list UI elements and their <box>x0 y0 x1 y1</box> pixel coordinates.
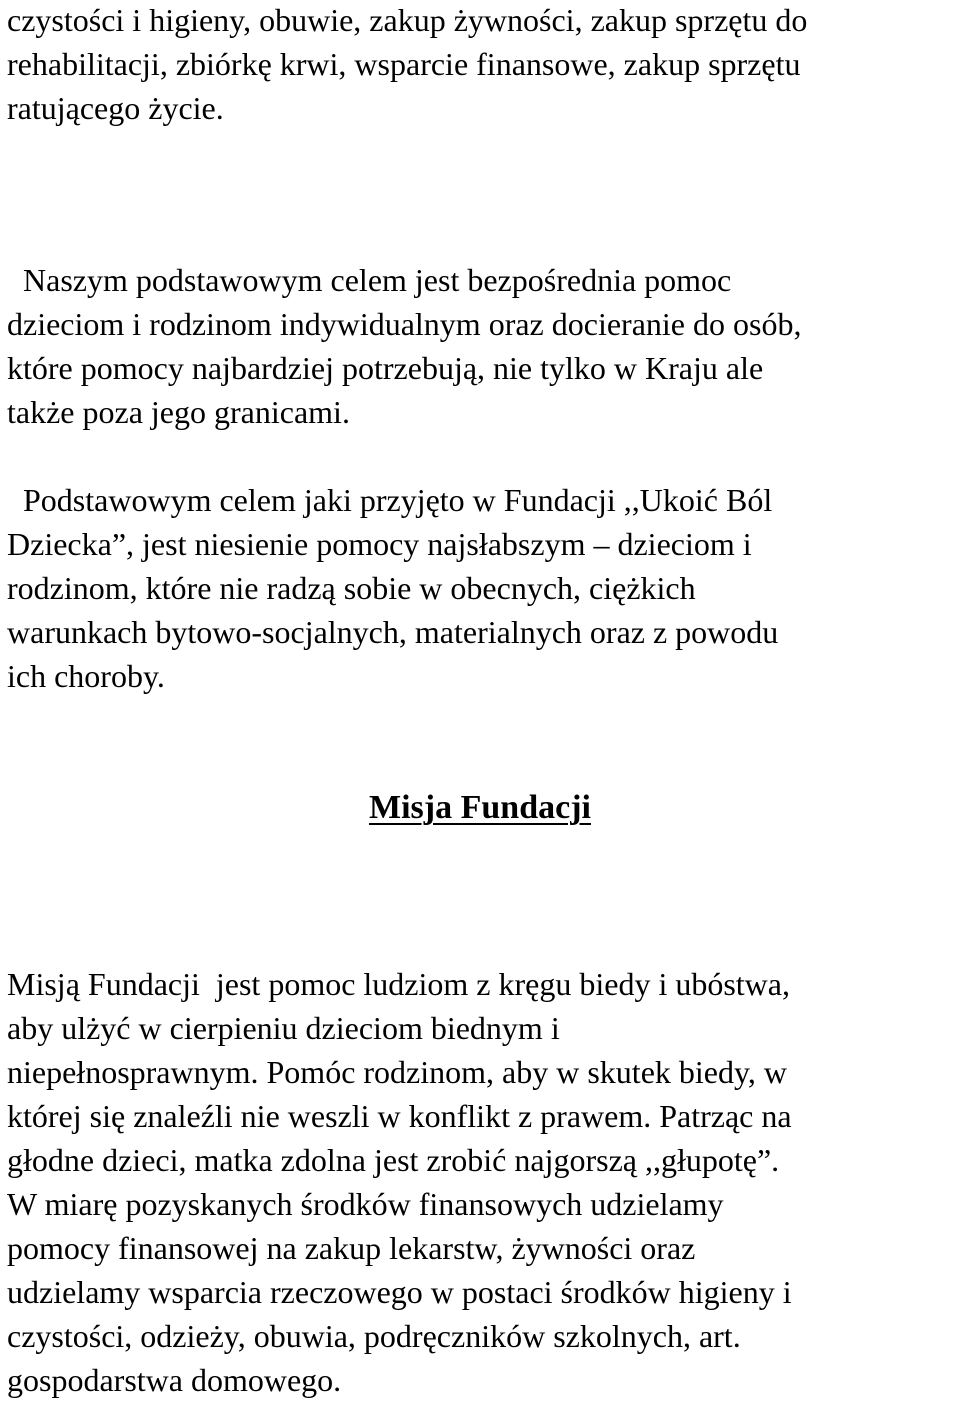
text-line: udzielamy wsparcia rzeczowego w postaci środków higieny i <box>7 1274 792 1310</box>
text-line: także poza jego granicami. <box>7 394 350 430</box>
section-heading-mission: Misja Fundacji <box>369 789 591 826</box>
text-line: czystości, odzieży, obuwia, podręczników szkolnych, art. <box>7 1318 741 1354</box>
text-line: pomocy finansowej na zakup lekarstw, żywności oraz <box>7 1230 696 1266</box>
text-line: W miarę pozyskanych środków finansowych udzielamy <box>7 1186 724 1222</box>
text-line: ich choroby. <box>7 658 165 694</box>
text-line: głodne dzieci, matka zdolna jest zrobić najgorszą ,,głupotę”. <box>7 1142 780 1178</box>
text-line: aby ulżyć w cierpieniu dzieciom biednym i <box>7 1010 560 1046</box>
text-line: czystości i higieny, obuwie, zakup żywności, zakup sprzętu do <box>7 2 808 38</box>
text-line: Podstawowym celem jaki przyjęto w Fundacji ,,Ukoić Ból <box>7 482 773 518</box>
text-line: dzieciom i rodzinom indywidualnym oraz docieranie do osób, <box>7 306 802 342</box>
text-line: Misją Fundacji jest pomoc ludziom z kręgu biedy i ubóstwa, <box>7 966 790 1002</box>
text-line: niepełnosprawnym. Pomóc rodzinom, aby w skutek biedy, w <box>7 1054 788 1090</box>
text-line: której się znaleźli nie weszli w konflikt z prawem. Patrząc na <box>7 1098 792 1134</box>
text-line: które pomocy najbardziej potrzebują, nie tylko w Kraju ale <box>7 350 764 386</box>
text-line: Dziecka”, jest niesienie pomocy najsłabszym – dzieciom i <box>7 526 752 562</box>
text-line: rodzinom, które nie radzą sobie w obecnych, ciężkich <box>7 570 696 606</box>
text-line: ratującego życie. <box>7 90 224 126</box>
text-line: rehabilitacji, zbiórkę krwi, wsparcie finansowe, zakup sprzętu <box>7 46 801 82</box>
text-line: warunkach bytowo-socjalnych, materialnych oraz z powodu <box>7 614 779 650</box>
text-line: Naszym podstawowym celem jest bezpośrednia pomoc <box>7 262 732 298</box>
text-line: gospodarstwa domowego. <box>7 1362 342 1398</box>
